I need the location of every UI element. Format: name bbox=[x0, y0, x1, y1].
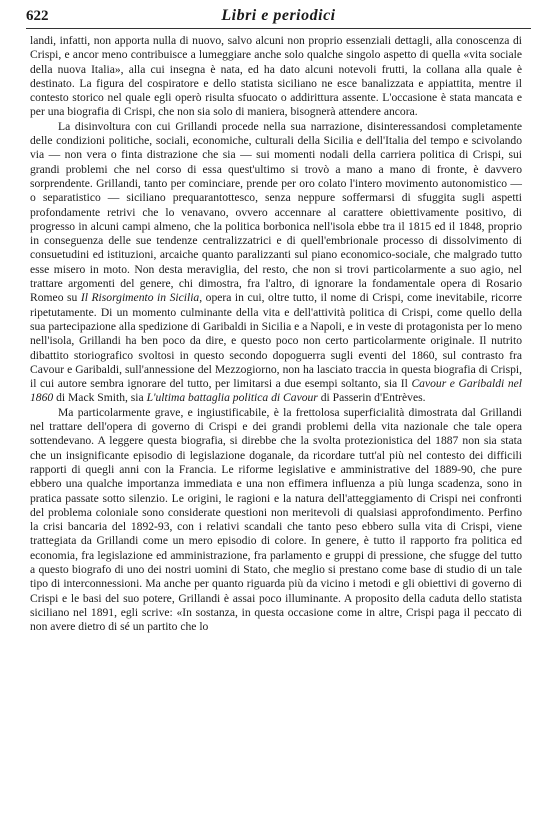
text-run: landi, infatti, non apporta nulla di nuovo, salvo alcuni non proprio essenziali dettagli, alla conoscenza di Crispi, e ancor meno contribuisce a lumeggiare anche solo qualche singolo aspetto di quella «vita sociale della nuova Italia», alla cui insegna è nata, ed ha dato alcuni notevoli frutti, la collana alla quale è destinato. La figura del cospiratore e dello statista siciliano ne esce banalizzata e appiattita, mentre il contesto storico nel quale egli operò risulta sfuocato o addirittura assente. L'occasione è stata mancata e per una biografia di Crispi, che non sia solo di maniera, bisognerà attendere ancora. bbox=[30, 34, 522, 119]
page-number: 622 bbox=[26, 8, 49, 24]
text-run: , opera in cui, oltre tutto, il nome di Crispi, come inevitabile, ricorre ripetutamente. Di un momento culminante della vita e dell'attività politica di Crispi, come quello della sua partecipazione alla spedizione di Garibaldi in Sicilia e a Napoli, e in veste di protagonista per lo meno nell'isola, Grillandi ha ben poco da dire, e questo poco non certo particolarmente originale. Il nutrito dibattito storiografico svoltosi in questo secondo dopoguerra sugli eventi del 1860, sul contrasto fra Cavour e Garibaldi, sull'annessione del Mezzogiorno, non ha lasciato traccia in questa biografia di Crispi, il cui autore sembra ignorare del tutto, per limitarsi a due esempi soltanto, sia Il bbox=[30, 291, 522, 391]
italic-title: L'ultima battaglia politica di Cavour bbox=[146, 391, 318, 405]
italic-title: Il Risorgimento in Sicilia bbox=[80, 291, 200, 305]
body-text bbox=[30, 34, 522, 634]
text-run: Ma particolarmente grave, e ingiustificabile, è la frettolosa superficialità dimostrata dal Grillandi nel trattare dell'opera di governo di Crispi e dei grandi problemi della vita nazionale che tale opera sottendevano. A leggere questa biografia, si direbbe che la svolta protezionistica del 1887 non sia stata che un insignificante episodio di legislazione doganale, da ricordare tutt'al più nel contesto dei difficili rapporti di quegli anni con la Francia. Le riforme legislative e amministrative del 1889-90, che pure ebbero una qualche importanza immediata e una non effimera influenza a più lunga scadenza, sono in pratica passate sotto silenzio. Le origini, le ragioni e la natura dell'atteggiamento di Crispi nei confronti del problema coloniale sono considerate questioni non meritevoli di qualsiasi approfondimento. Perfino la crisi bancaria del 1892-93, con i relativi scandali che tanto peso ebbero sulla vita di Crispi, viene trattegiata da Grillandi come un mero episodio di colore. In genere, è tutto il rapporto fra politica ed economia, fra legislazione ed amministrazione, fra parlamento e gruppi di pressione, che sfugge del tutto a questo biografo di uno dei nostri uomini di Stato, che meglio si prestano come base di studio di un tale tipo di interconnessioni. Ma anche per quanto riguarda più da vicino i metodi e gli obiettivi di governo di Crispi e le basi del suo potere, Grillandi è assai poco illuminante. A proposito della caduta dello statista siciliano nel 1891, egli scrive: «In sostanza, in questa occasione come in altre, Crispi paga il peccato di non avere dietro di sé un partito che lo bbox=[30, 405, 522, 634]
text-run: di Passerin d'Entrèves. bbox=[317, 391, 426, 405]
text-run: La disinvoltura con cui Grillandi procede nella sua narrazione, disinteressandosi completamente delle condizioni politiche, sociali, economiche, culturali della Sicilia e dell'Italia del tempo e scivolando via — non vera o finta distrazione che sia — sui momenti nodali della carriera politica di Crispi, sui grandi problemi che nel corso di essa quest'ultimo si trovò a mano a mano di fronte, è davvero sorprendente. Grillandi, tanto per cominciare, prende per oro colato l'intero movimento autonomistico — o separatistico — siciliano prequarantottesco, senza neppure soffermarsi di sfuggita sugli aspetti profondamente retrivi che lo venavano, ovvero accennare al carattere obiettivamente positivo, di progresso in alcuni campi almeno, che la politica borbonica nell'isola ebbe tra il 1815 ed il 1848, proprio in conseguenza delle sue tendenze centralizzatrici e di quell'embrionale processo di dissolvimento di consuetudini ed istituzioni, arcaiche quanto paralizzanti sul piano economico-sociale, che malgrado tutto esse misero in moto. Non desta meraviglia, del resto, che non si trovi particolarmente a suo agio, nel trattare argomenti del genere, chi dimostra, fra l'altro, di ignorare la fondamentale opera di Rosario Romeo su bbox=[30, 119, 522, 305]
paragraph-p3 bbox=[30, 406, 522, 635]
italic-title: Cavour e Garibaldi nel 1860 bbox=[30, 377, 523, 405]
paragraph-p1 bbox=[30, 34, 522, 120]
paragraph-p2 bbox=[30, 120, 522, 406]
running-header bbox=[26, 6, 531, 29]
running-title: Libri e periodici bbox=[221, 7, 336, 24]
text-run: di Mack Smith, sia bbox=[53, 391, 147, 405]
